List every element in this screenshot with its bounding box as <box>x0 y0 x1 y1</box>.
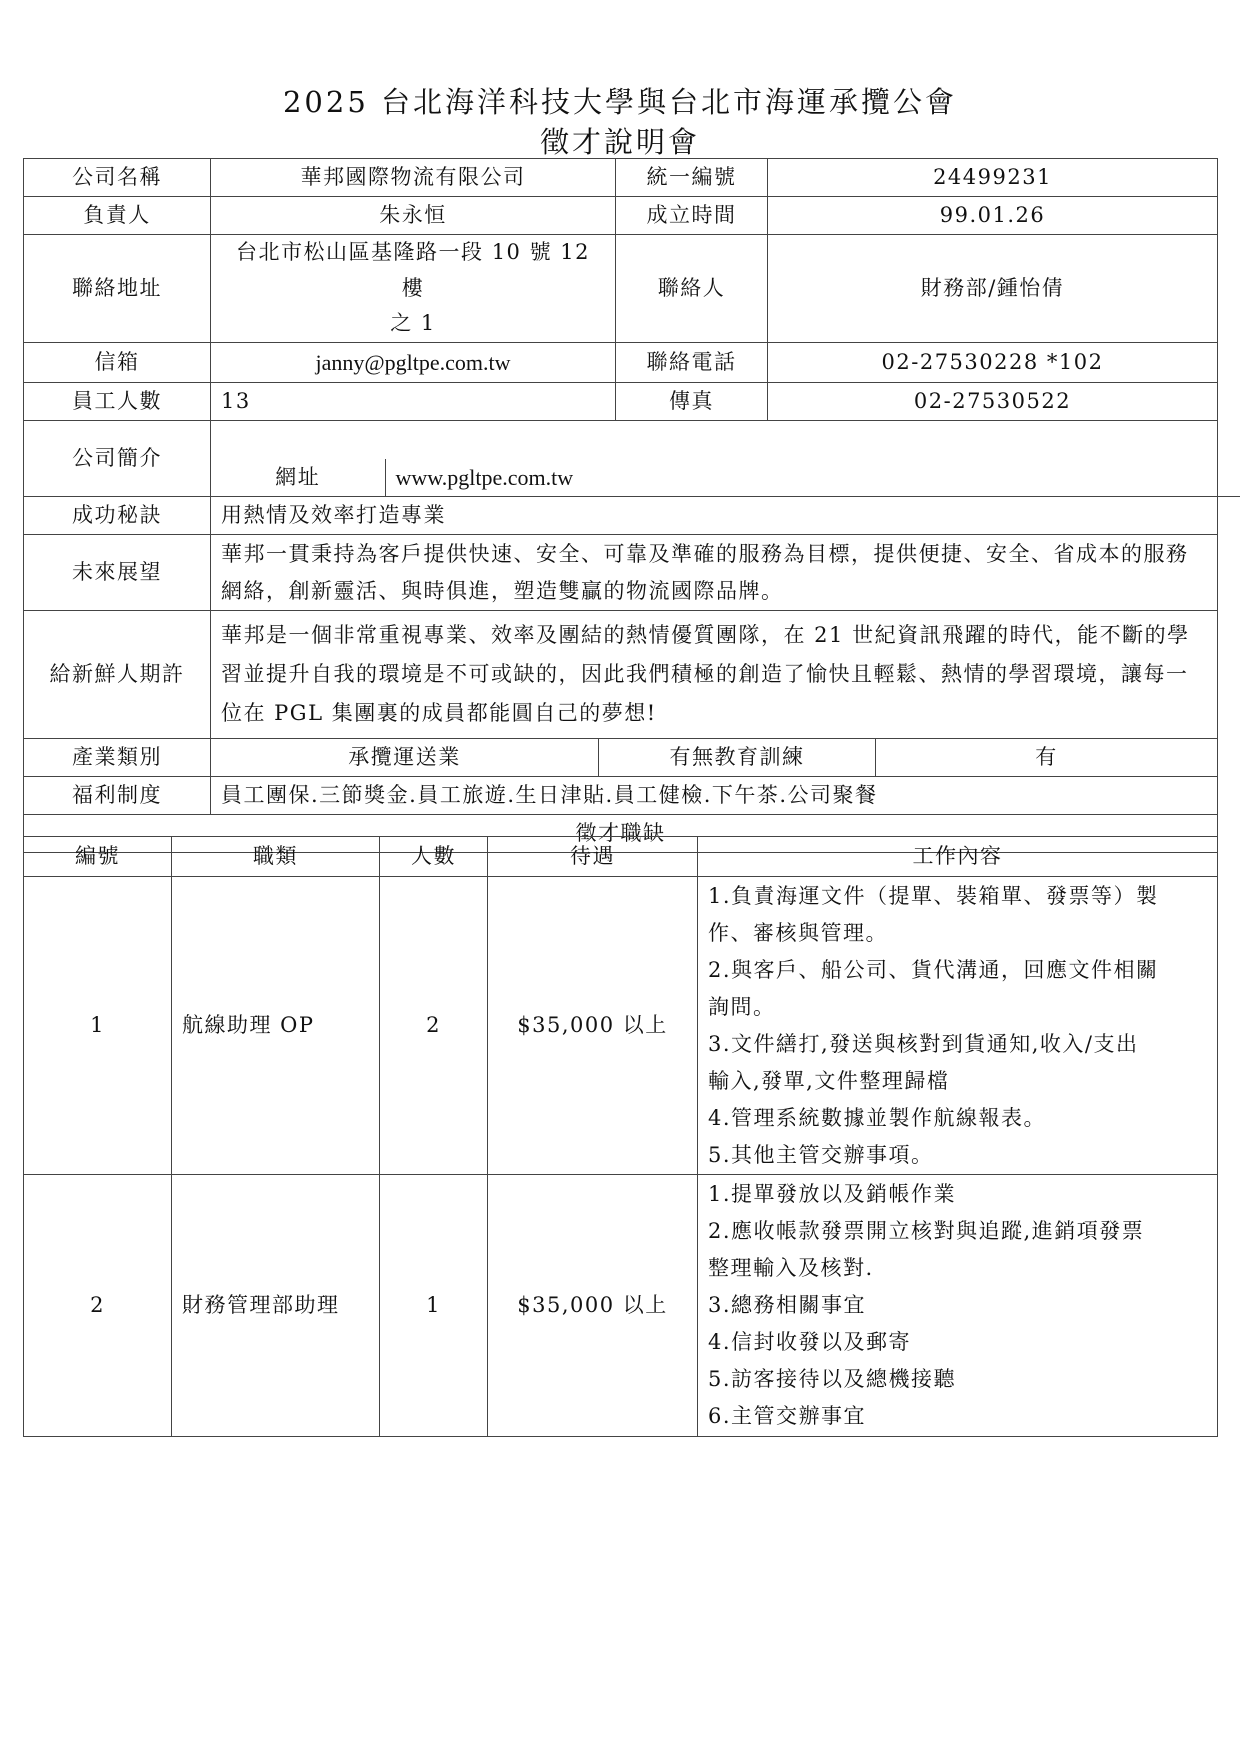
jobs-table <box>23 836 1218 1437</box>
fax: 02-27530522 <box>768 383 1218 421</box>
job-duties <box>698 877 1218 1175</box>
phone-label: 聯絡電話 <box>616 343 768 383</box>
job-count: 2 <box>380 877 488 1175</box>
header-count: 人數 <box>380 837 488 877</box>
tax-id-label: 統一編號 <box>616 159 768 197</box>
expect-label: 給新鮮人期許 <box>24 611 211 739</box>
job-count: 1 <box>380 1175 488 1437</box>
duty-line: 輸入,發單,文件整理歸檔 <box>708 1068 950 1093</box>
header-no: 編號 <box>24 837 172 877</box>
company-name-label: 公司名稱 <box>24 159 211 197</box>
company-name: 華邦國際物流有限公司 <box>211 159 616 197</box>
industry: 承攬運送業 <box>211 739 599 777</box>
job-no: 1 <box>24 877 172 1175</box>
website[interactable]: www.pgltpe.com.tw <box>385 459 1240 497</box>
duty-line: 6.主管交辦事宜 <box>708 1404 867 1428</box>
owner: 朱永恒 <box>211 197 616 235</box>
duty-line: 1.負責海運文件（提單、裝箱單、發票等）製 <box>708 883 1159 908</box>
secret-label: 成功秘訣 <box>24 497 211 535</box>
job-salary: $35,000 以上 <box>488 1175 698 1437</box>
future-vision: 華邦一貫秉持為客戶提供快速、安全、可靠及準確的服務為目標，提供便捷、安全、省成本的服務網絡，創新靈活、與時俱進，塑造雙贏的物流國際品牌。 <box>211 535 1218 611</box>
staff-count: 13 <box>211 383 616 421</box>
duty-line: 3.文件繕打,發送與核對到貨通知,收入/支出 <box>708 1031 1139 1056</box>
job-duties <box>698 1175 1218 1437</box>
fax-label: 傳真 <box>616 383 768 421</box>
newcomer-expectation: 華邦是一個非常重視專業、效率及團結的熱情優質團隊，在 21 世紀資訊飛躍的時代，能不斷的學習並提升自我的環境是不可或缺的，因此我們積極的創造了愉快且輕鬆、熱情的學習環境，讓每一位在 PGL 集團裏的成員都能圓自己的夢想! <box>211 611 1218 739</box>
duty-line: 2.應收帳款發票開立核對與追蹤,進銷項發票 <box>708 1219 1145 1243</box>
duty-line: 4.管理系統數據並製作航線報表。 <box>708 1105 1047 1130</box>
document-subtitle: 徵才說明會 <box>539 125 700 159</box>
training: 有 <box>876 739 1218 777</box>
welfare: 員工團保.三節獎金.員工旅遊.生日津貼.員工健檢.下午茶.公司聚餐 <box>211 777 1218 815</box>
duty-line: 1.提單發放以及銷帳作業 <box>708 1182 957 1206</box>
job-title: 財務管理部助理 <box>172 1175 380 1437</box>
training-label: 有無教育訓練 <box>599 739 876 777</box>
duty-line: 3.總務相關事宜 <box>708 1293 867 1317</box>
success-secret: 用熱情及效率打造專業 <box>211 497 1218 535</box>
founded-label: 成立時間 <box>616 197 768 235</box>
intro-subtable <box>211 459 1240 533</box>
table-row <box>24 1175 1218 1437</box>
duty-line: 整理輸入及核對. <box>708 1256 874 1280</box>
company-info-table <box>23 158 1218 853</box>
document-title: 2025 台北海洋科技大學與台北市海運承攬公會 <box>282 85 958 119</box>
contact-person: 財務部/鍾怡倩 <box>768 235 1218 343</box>
duty-line: 作、審核與管理。 <box>708 920 888 945</box>
staff-label: 員工人數 <box>24 383 211 421</box>
intro-block <box>211 421 1218 497</box>
address-line-2: 之 1 <box>390 311 436 336</box>
industry-label: 產業類別 <box>24 739 211 777</box>
contact-label: 聯絡人 <box>616 235 768 343</box>
vision-label: 未來展望 <box>24 535 211 611</box>
job-no: 2 <box>24 1175 172 1437</box>
email[interactable]: janny@pgltpe.com.tw <box>211 343 616 383</box>
intro-label: 公司簡介 <box>24 421 211 497</box>
tax-id: 24499231 <box>768 159 1218 197</box>
jobs-header-row <box>24 837 1218 877</box>
job-title: 航線助理 OP <box>172 877 380 1175</box>
jobs-heading: 徵才職缺 <box>24 815 1218 853</box>
duty-line: 2.與客戶、船公司、貨代溝通，回應文件相關 <box>708 957 1159 982</box>
header-title: 職類 <box>172 837 380 877</box>
table-row <box>24 877 1218 1175</box>
header-salary: 待遇 <box>488 837 698 877</box>
duty-line: 4.信封收發以及郵寄 <box>708 1330 912 1354</box>
job-salary: $35,000 以上 <box>488 877 698 1175</box>
duty-line: 5.其他主管交辦事項。 <box>708 1142 934 1167</box>
intro-text <box>211 497 1240 533</box>
website-label: 網址 <box>211 459 385 497</box>
founded-date: 99.01.26 <box>768 197 1218 235</box>
address-label: 聯絡地址 <box>24 235 211 343</box>
address <box>211 235 616 343</box>
header-duties: 工作內容 <box>698 837 1218 877</box>
phone: 02-27530228 *102 <box>768 343 1218 383</box>
owner-label: 負責人 <box>24 197 211 235</box>
duty-line: 詢問。 <box>708 994 776 1019</box>
email-label: 信箱 <box>24 343 211 383</box>
address-line-1: 台北市松山區基隆路一段 10 號 12 樓 <box>236 240 590 300</box>
welfare-label: 福利制度 <box>24 777 211 815</box>
duty-line: 5.訪客接待以及總機接聽 <box>708 1367 957 1391</box>
